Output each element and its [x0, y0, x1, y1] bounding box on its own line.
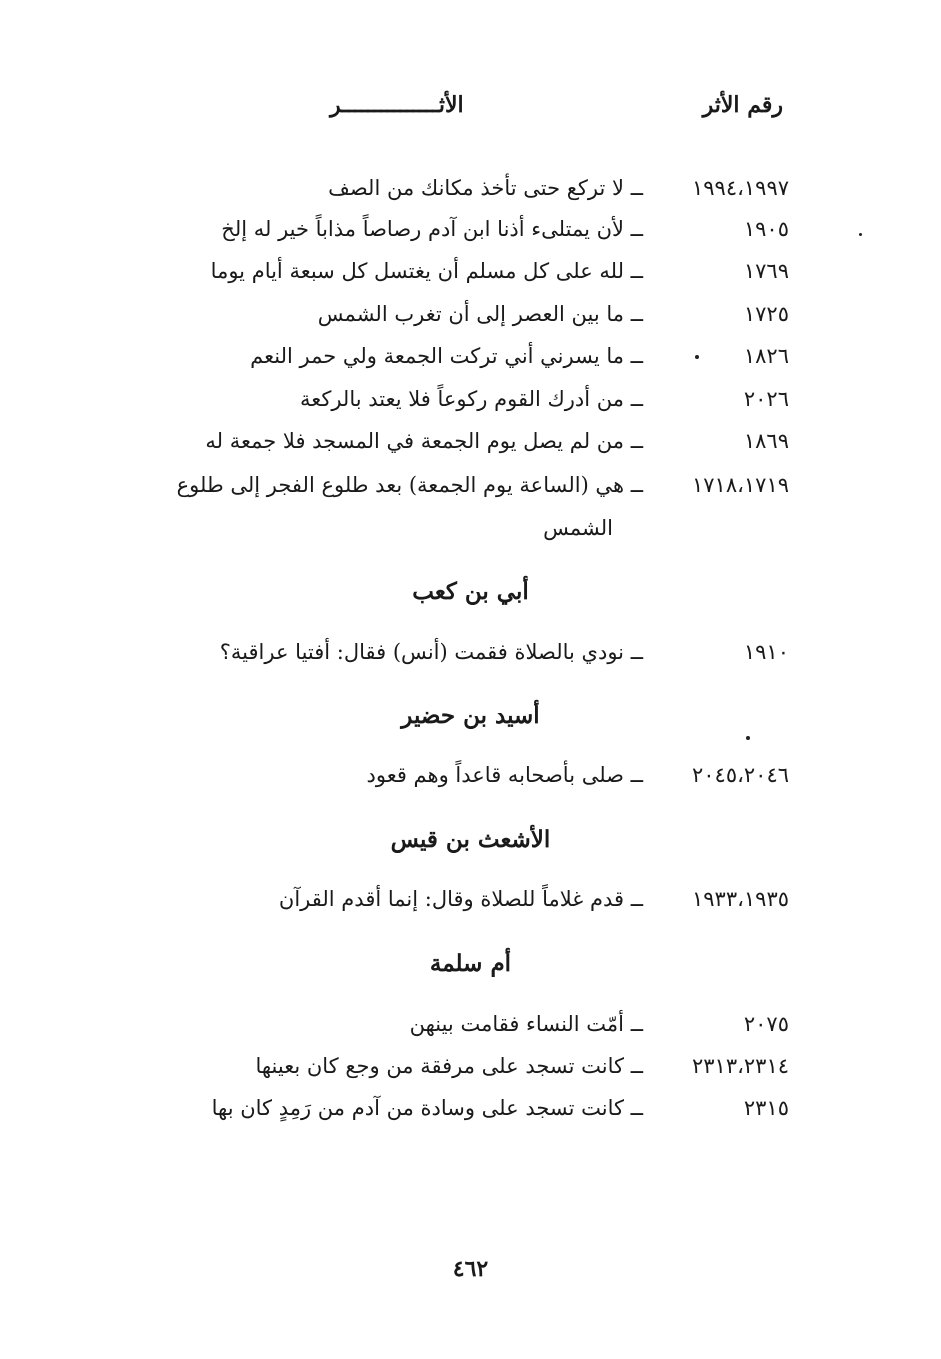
athar-number: ١٧٢٥: [743, 302, 789, 326]
athar-number: ١٨٦٩: [743, 429, 789, 453]
section-title: الأشعث بن قيس: [390, 826, 551, 853]
list-item: [0, 1054, 941, 1094]
scan-speck: [695, 355, 699, 359]
list-item: [0, 763, 941, 803]
athar-text: ــ نودي بالصلاة فقمت (أنس) فقال: أفتيا عراقية؟: [219, 640, 643, 664]
athar-text: ــ من لم يصل يوم الجمعة في المسجد فلا جمعة له: [205, 429, 643, 453]
list-item: [0, 887, 941, 927]
athar-text: ــ كانت تسجد على مرفقة من وجع كان بعينها: [255, 1054, 643, 1078]
column-header-number: رقم الأثر: [702, 92, 783, 118]
section-title: أسيد بن حضير: [401, 702, 540, 729]
list-item: [0, 387, 941, 427]
athar-text: ــ لا تركع حتى تأخذ مكانك من الصف: [328, 176, 643, 200]
scan-speck: [859, 233, 862, 236]
athar-number: ٢٠٤٥،٢٠٤٦: [691, 763, 789, 787]
athar-text: ــ لأن يمتلىء أذنا ابن آدم رصاصاً مذاباً خير له إلخ: [221, 217, 643, 241]
athar-number: ٢٠٢٦: [743, 387, 789, 411]
athar-number: ١٩٠٥: [743, 217, 789, 241]
athar-number: ١٩٣٣،١٩٣٥: [691, 887, 789, 911]
athar-text-continuation: الشمس: [543, 516, 613, 540]
athar-text: ــ قدم غلاماً للصلاة وقال: إنما أقدم القرآن: [278, 887, 643, 911]
athar-text: ــ كانت تسجد على وسادة من آدم من رَمِدٍ كان بها: [211, 1096, 643, 1120]
list-item: [0, 302, 941, 342]
page-number: ٤٦٢: [452, 1256, 489, 1282]
list-item: [0, 640, 941, 680]
list-item: [0, 176, 941, 216]
list-item: [0, 1096, 941, 1136]
scan-speck: [746, 736, 750, 740]
athar-text: ــ صلى بأصحابه قاعداً وهم قعود: [366, 763, 643, 787]
athar-text: ــ ما بين العصر إلى أن تغرب الشمس: [317, 302, 643, 326]
list-item: [0, 259, 941, 299]
section-title: أبي بن كعب: [412, 578, 529, 605]
athar-text: ــ هي (الساعة يوم الجمعة) بعد طلوع الفجر إلى طلوع: [176, 473, 643, 497]
athar-text: ــ أمّت النساء فقامت بينهن: [409, 1012, 643, 1036]
athar-number: ١٩١٠: [743, 640, 789, 664]
list-item: [0, 1012, 941, 1052]
athar-number: ٢٣١٣،٢٣١٤: [691, 1054, 789, 1078]
athar-text: ــ لله على كل مسلم أن يغتسل كل سبعة أيام يوما: [210, 259, 643, 283]
athar-number: ١٧٦٩: [743, 259, 789, 283]
list-item: [0, 429, 941, 469]
athar-text: ــ ما يسرني أني تركت الجمعة ولي حمر النعم: [250, 344, 643, 368]
section-title: أم سلمة: [429, 950, 512, 977]
athar-number: ١٧١٨،١٧١٩: [691, 473, 789, 497]
athar-number: ١٨٢٦: [743, 344, 789, 368]
athar-number: ١٩٩٤،١٩٩٧: [691, 176, 789, 200]
athar-number: ٢٣١٥: [743, 1096, 789, 1120]
list-item: [0, 473, 941, 513]
list-item: [0, 217, 941, 257]
athar-number: ٢٠٧٥: [743, 1012, 789, 1036]
athar-text: ــ من أدرك القوم ركوعاً فلا يعتد بالركعة: [299, 387, 643, 411]
list-item: [0, 344, 941, 384]
column-header-athar: الأثـــــــــــــــر: [330, 92, 464, 118]
